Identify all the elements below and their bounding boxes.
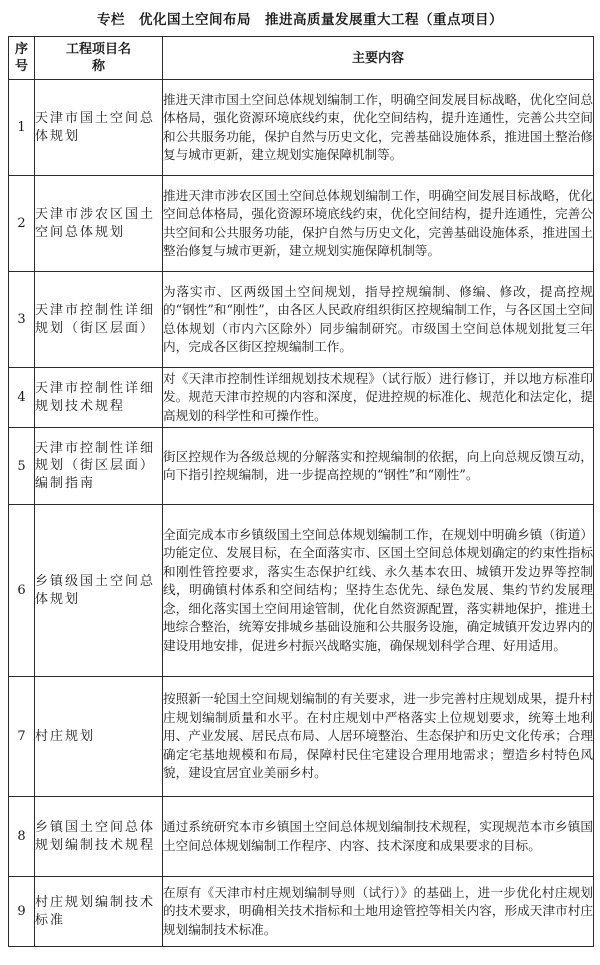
table-row <box>9 80 594 176</box>
row-number: 9 <box>9 877 35 947</box>
project-content: 为落实市、区两级国土空间规划，指导控规编制、修编、修改，提高控规的“钢性”和“刚性”，由各区人民政府组织街区控规编制工作，与各区国土空间总体规划（市内六区除外）同步编制研究。市级国土空间总体规划批复三年内，完成各区街区控规编制工作。 <box>163 272 594 368</box>
row-number: 1 <box>9 80 35 176</box>
row-number: 4 <box>9 368 35 428</box>
column-title: 专栏 优化国土空间布局 推进高质量发展重大工程（重点项目） <box>97 12 503 28</box>
table-row <box>9 428 594 505</box>
project-content: 全面完成本市乡镇级国土空间总体规划编制工作，在规划中明确乡镇（街道）功能定位、发展目标，在全面落实市、区国土空间总体规划确定的约束性指标和刚性管控要求，落实生态保护红线、永久基本农田、城镇开发边界等控制线，明确镇村体系和空间结构；坚持生态优先、绿色发展、集约节约发展理念，细化落实国土空间用途管制，优化自然资源配置，落实耕地保护，推进土地综合整治，统筹安排城乡基础设施和公共服务设施，确定城镇开发边界内的建设用地安排，促进乡村振兴战略实施，确保规划科学合理、好用适用。 <box>163 505 594 677</box>
project-name: 乡镇国土空间总体规划编制技术规程 <box>35 797 163 877</box>
project-name: 天津市控制性详细规划技术规程 <box>35 368 163 428</box>
project-name: 乡镇级国土空间总体规划 <box>35 505 163 677</box>
project-name: 天津市涉农区国土空间总体规划 <box>35 176 163 272</box>
table-row <box>9 797 594 877</box>
row-number: 7 <box>9 677 35 797</box>
table-row <box>9 368 594 428</box>
table-row <box>9 176 594 272</box>
project-name: 村庄规划编制技术标准 <box>35 877 163 947</box>
row-number: 2 <box>9 176 35 272</box>
project-name: 村庄规划 <box>35 677 163 797</box>
row-number: 6 <box>9 505 35 677</box>
table-row <box>9 877 594 947</box>
row-number: 3 <box>9 272 35 368</box>
project-content: 在原有《天津市村庄规划编制导则（试行）》的基础上，进一步优化村庄规划的技术要求，明确相关技术指标和土地用途管控等相关内容，形成天津市村庄规划编制技术标准。 <box>163 877 594 947</box>
project-content: 通过系统研究本市乡镇国土空间总体规划编制技术规程，实现规范本市乡镇国土空间总体规划编制工作程序、内容、技术深度和成果要求的目标。 <box>163 797 594 877</box>
project-content: 按照新一轮国土空间规划编制的有关要求，进一步完善村庄规划成果，提升村庄规划编制质量和水平。在村庄规划中严格落实上位规划要求，统筹土地利用、产业发展、居民点布局、人居环境整治、生态保护和历史文化传承；合理确定宅基地规模和布局，保障村民住宅建设合理用地需求；塑造乡村特色风貌，建设宜居宜业美丽乡村。 <box>163 677 594 797</box>
table-row <box>9 272 594 368</box>
header-content: 主要内容 <box>163 37 594 80</box>
project-content: 推进天津市涉农区国土空间总体规划编制工作，明确空间发展目标战略，优化空间总体格局，强化资源环境底线约束，优化空间结构，提升连通性，完善公共空间和公共服务功能，保护自然与历史文化，完善基础设施体系，推进国土整治修复与城市更新，建立规划实施保障机制等。 <box>163 176 594 272</box>
project-content: 街区控规作为各级总规的分解落实和控规编制的依据，向上向总规反馈互动，向下指引控规编制，进一步提高控规的“钢性”和“刚性”。 <box>163 428 594 505</box>
table-row <box>9 505 594 677</box>
table-row <box>9 677 594 797</box>
project-name: 天津市控制性详细规划（街区层面） <box>35 272 163 368</box>
table-header-row <box>9 37 594 80</box>
header-no: 序号 <box>9 37 35 80</box>
row-number: 5 <box>9 428 35 505</box>
project-content: 推进天津市国土空间总体规划编制工作，明确空间发展目标战略，优化空间总体格局，强化资源环境底线约束，优化空间结构，提升连通性，完善公共空间和公共服务功能，保护自然与历史文化，完善基础设施体系，推进国土整治修复与城市更新，建立规划实施保障机制等。 <box>163 80 594 176</box>
project-name: 天津市控制性详细规划（街区层面）编制指南 <box>35 428 163 505</box>
project-content: 对《天津市控制性详细规划技术规程》（试行版）进行修订，并以地方标准印发。规范天津市控规的内容和深度，促进控规的标准化、规范化和法定化，提高规划的科学性和可操作性。 <box>163 368 594 428</box>
project-name: 天津市国土空间总体规划 <box>35 80 163 176</box>
projects-table <box>8 36 594 947</box>
header-name: 工程项目名称 <box>35 37 163 80</box>
row-number: 8 <box>9 797 35 877</box>
